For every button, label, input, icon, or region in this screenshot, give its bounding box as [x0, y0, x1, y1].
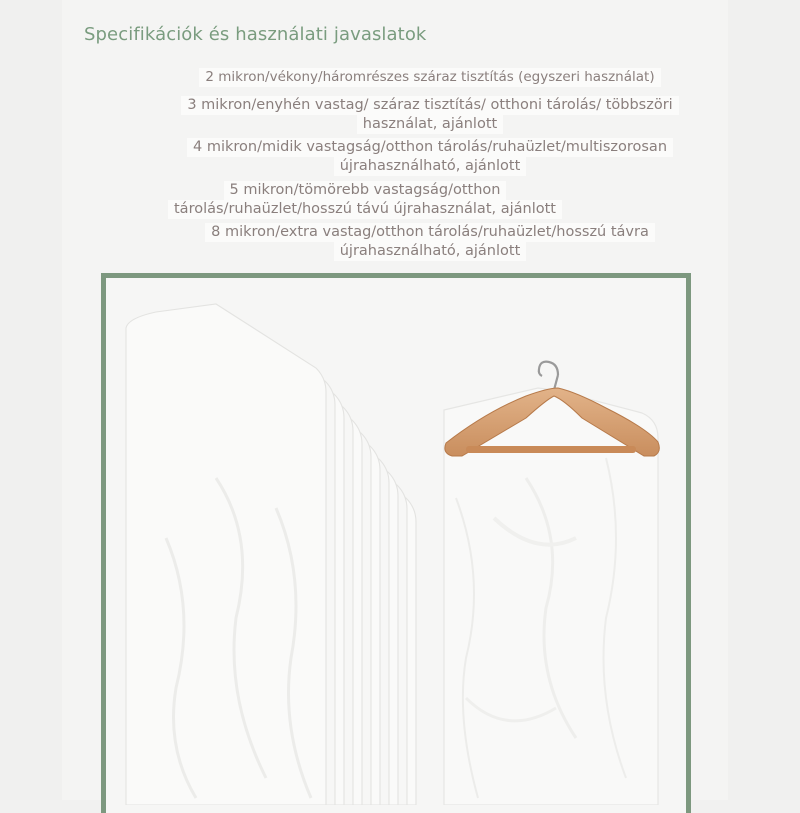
- spec-line: 5 mikron/tömörebb vastagság/otthon: [224, 181, 507, 200]
- spec-line: 3 mikron/enyhén vastag/ száraz tisztítás/ otthoni tárolás/ többszöri: [181, 96, 678, 115]
- spec-line: újrahasználható, ajánlott: [334, 157, 527, 176]
- spec-item-3-micron: [140, 96, 720, 134]
- spec-item-2-micron: [140, 68, 720, 87]
- spec-line: használat, ajánlott: [357, 115, 503, 134]
- spec-item-8-micron: [140, 223, 720, 261]
- spec-item-4-micron: [140, 138, 720, 176]
- spec-line: 2 mikron/vékony/háromrészes száraz tisztítás (egyszeri használat): [199, 68, 660, 87]
- spec-line: 8 mikron/extra vastag/otthon tárolás/ruhaüzlet/hosszú távra: [205, 223, 655, 242]
- garment-bag-stack-icon: [126, 304, 416, 805]
- product-illustration: [106, 278, 686, 805]
- spec-line: tárolás/ruhaüzlet/hosszú távú újrahasználat, ajánlott: [168, 200, 562, 219]
- garment-bag-layer: [126, 304, 326, 805]
- product-image-frame: [101, 273, 691, 813]
- spec-item-5-micron: [140, 181, 590, 219]
- spec-line: újrahasználható, ajánlott: [334, 242, 527, 261]
- page-title: Specifikációk és használati javaslatok: [84, 24, 427, 45]
- spec-line: 4 mikron/midik vastagság/otthon tárolás/ruhaüzlet/multiszorosan: [187, 138, 673, 157]
